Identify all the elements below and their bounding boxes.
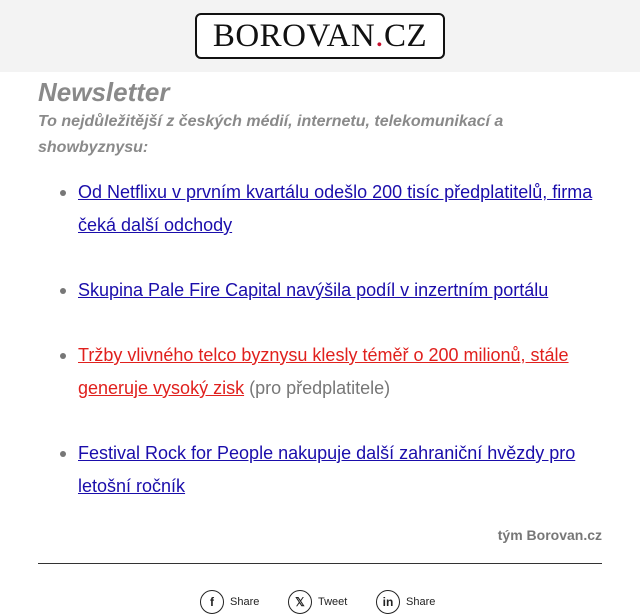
logo-tld: CZ xyxy=(384,17,428,54)
premium-note: (pro předplatitele) xyxy=(249,378,391,398)
facebook-share-label: Share xyxy=(230,596,260,608)
linkedin-icon: in xyxy=(376,590,400,614)
bullet xyxy=(60,288,66,294)
linkedin-share-label: Share xyxy=(406,596,436,608)
logo-dot: . xyxy=(375,17,384,54)
twitter-share-label: Tweet xyxy=(318,596,348,608)
article-link-pale-fire[interactable]: Skupina Pale Fire Capital navýšila podíl v inzertním portálu xyxy=(78,280,549,300)
logo-main: BOROVAN xyxy=(212,17,376,54)
newsletter-title: Newsletter xyxy=(38,77,170,107)
borovan-logo[interactable] xyxy=(195,13,445,59)
bullet xyxy=(60,451,66,457)
bullet xyxy=(60,353,66,359)
divider xyxy=(38,563,602,564)
twitter-share-button[interactable] xyxy=(288,590,347,614)
header xyxy=(0,0,640,72)
facebook-share-button[interactable] xyxy=(200,590,259,614)
signature: tým Borovan.cz xyxy=(497,527,602,543)
twitter-icon: 𝕏 xyxy=(288,590,312,614)
bullet xyxy=(60,190,66,196)
article-link-rock-for-people[interactable]: Festival Rock for People nakupuje další zahraniční hvězdy pro letošní ročník xyxy=(78,443,576,496)
linkedin-share-button[interactable] xyxy=(376,590,435,614)
newsletter-intro: To nejdůležitější z českých médií, internetu, telekomunikací a showbyznysu: xyxy=(38,113,504,156)
article-link-netflix[interactable]: Od Netflixu v prvním kvartálu odešlo 200 tisíc předplatitelů, firma čeká další odchody xyxy=(78,182,593,235)
article-link-telco-premium[interactable]: Tržby vlivného telco byznysu klesly téměř o 200 milionů, stále generuje vysoký zisk xyxy=(78,345,569,398)
facebook-icon: f xyxy=(200,590,224,614)
